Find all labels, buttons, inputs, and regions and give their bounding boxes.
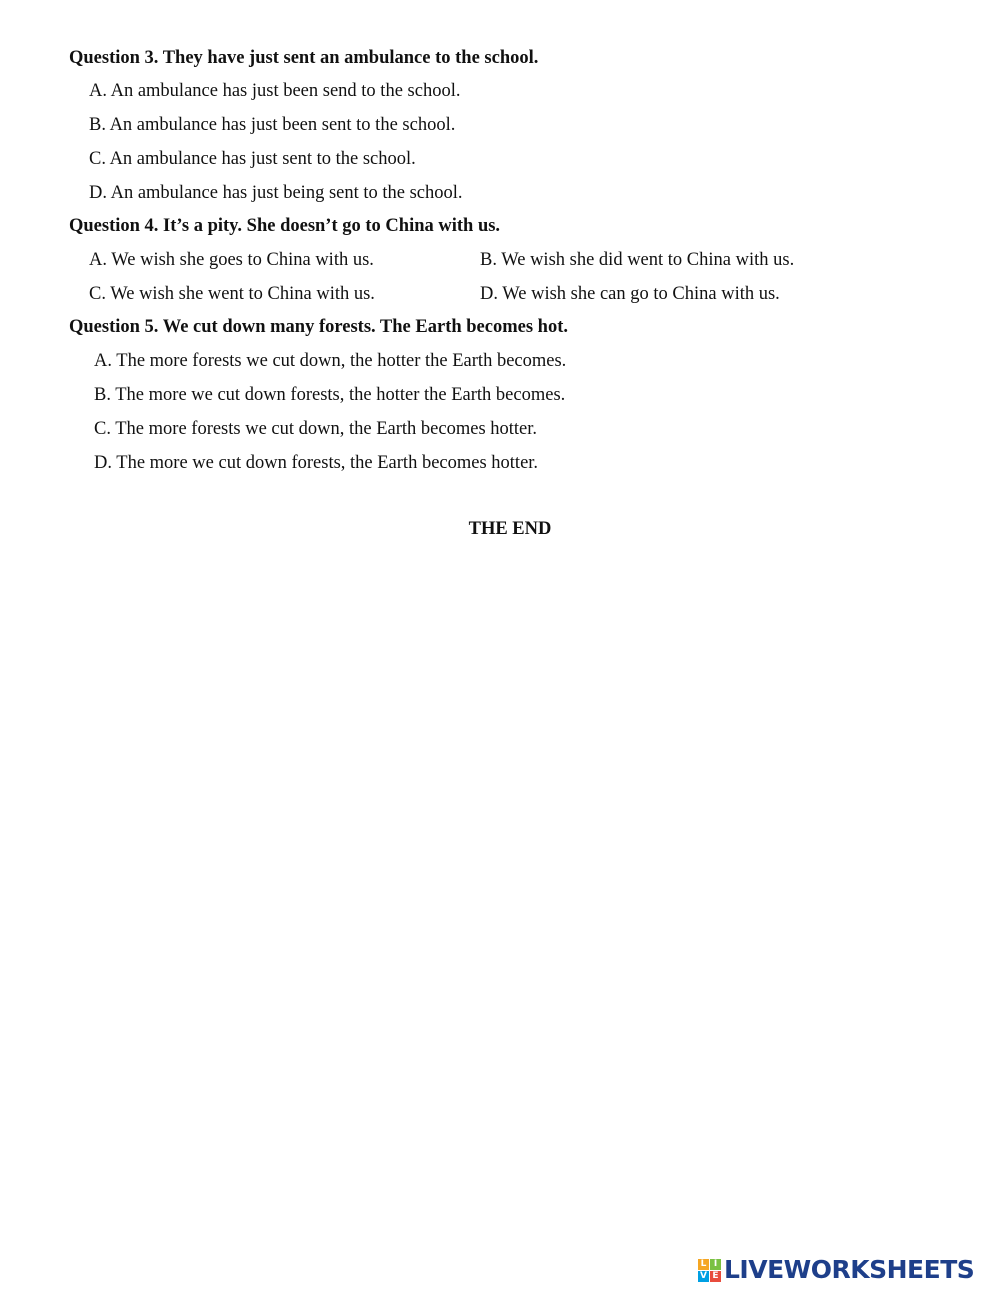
question-3-option-d: D. An ambulance has just being sent to the school. [89, 183, 463, 203]
logo-wordmark: LIVEWORKSHEETS [724, 1255, 975, 1284]
logo-block-v: V [698, 1271, 709, 1282]
logo-blocks-icon [698, 1259, 721, 1282]
question-4-stem: Question 4. It’s a pity. She doesn’t go to China with us. [69, 216, 501, 236]
liveworksheets-logo [698, 1256, 974, 1284]
the-end-label: THE END [468, 519, 552, 539]
question-4-option-a: A. We wish she goes to China with us. [89, 250, 374, 270]
question-5-stem: Question 5. We cut down many forests. The Earth becomes hot. [69, 317, 569, 337]
question-5-option-c: C. The more forests we cut down, the Earth becomes hotter. [94, 419, 538, 439]
question-4-option-c: C. We wish she went to China with us. [89, 284, 375, 304]
question-3-stem: Question 3. They have just sent an ambulance to the school. [69, 48, 539, 68]
question-5-option-a: A. The more forests we cut down, the hotter the Earth becomes. [94, 351, 567, 371]
logo-block-i: I [710, 1259, 721, 1270]
logo-block-l: L [698, 1259, 709, 1270]
question-5-option-b: B. The more we cut down forests, the hotter the Earth becomes. [94, 385, 566, 405]
question-5-option-d: D. The more we cut down forests, the Earth becomes hotter. [94, 453, 539, 473]
question-3-option-c: C. An ambulance has just sent to the school. [89, 149, 416, 169]
question-3-option-b: B. An ambulance has just been sent to the school. [89, 115, 456, 135]
question-4-option-b: B. We wish she did went to China with us. [480, 250, 795, 270]
logo-block-e: E [710, 1271, 721, 1282]
question-3-option-a: A. An ambulance has just been send to the school. [89, 81, 461, 101]
question-4-option-d: D. We wish she can go to China with us. [480, 284, 780, 304]
